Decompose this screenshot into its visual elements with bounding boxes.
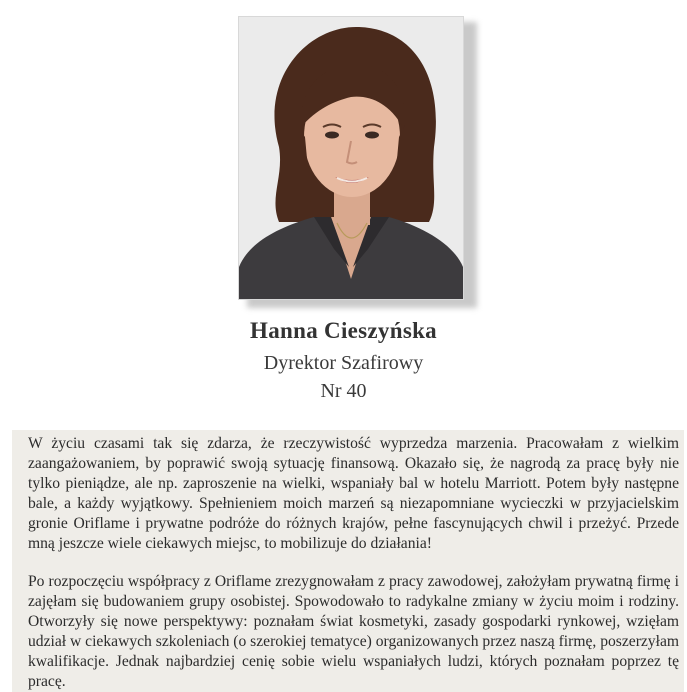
person-number: Nr 40 (320, 380, 367, 402)
testimonial-paragraph-2: Po rozpoczęciu współpracy z Oriflame zrezygnowałam z pracy zawodowej, założyłam prywatną firmę i zajęłam się budowaniem grupy osobistej. Spowodowało to radykalne zmiany w życiu moim i rodziny. Otworzyły się nowe perspektywy: poznałam świat kosmetyki, zasady gospodarki rynkowej, wzięłam udział w ciekawych szkoleniach (o szerokiej tematyce) organizowanych przez naszą firmę, poszerzyłam kwalifikacje. Jednak najbardziej cenię sobie wielu wspaniałych ludzi, których poznałam poprzez tę pracę. (28, 573, 679, 690)
testimonial-panel (12, 430, 684, 692)
person-rank: Dyrektor Szafirowy (263, 352, 424, 374)
portrait-photo (238, 16, 464, 300)
portrait-illustration (239, 17, 463, 299)
testimonial-paragraph-1: W życiu czasami tak się zdarza, że rzeczywistość wyprzedza marzenia. Pracowałam z wielkim zaangażowaniem, by poprawić swoją sytuację finansową. Okazało się, że nagrodą za pracę były nie tylko pieniądze, ale np. zaproszenie na wielki, wspaniały bal w hotelu Marriott. Potem były następne bale, a każdy wyjątkowy. Spełnieniem moich marzeń są niezapomniane wycieczki w przyjacielskim gronie Oriflame i prywatne podróże do różnych krajów, pełne fascynujących chwil i przeżyć. Przede mną jeszcze wiele ciekawych miejsc, to mobilizuje do działania! (28, 435, 679, 552)
person-name: Hanna Cieszyńska (250, 318, 437, 343)
